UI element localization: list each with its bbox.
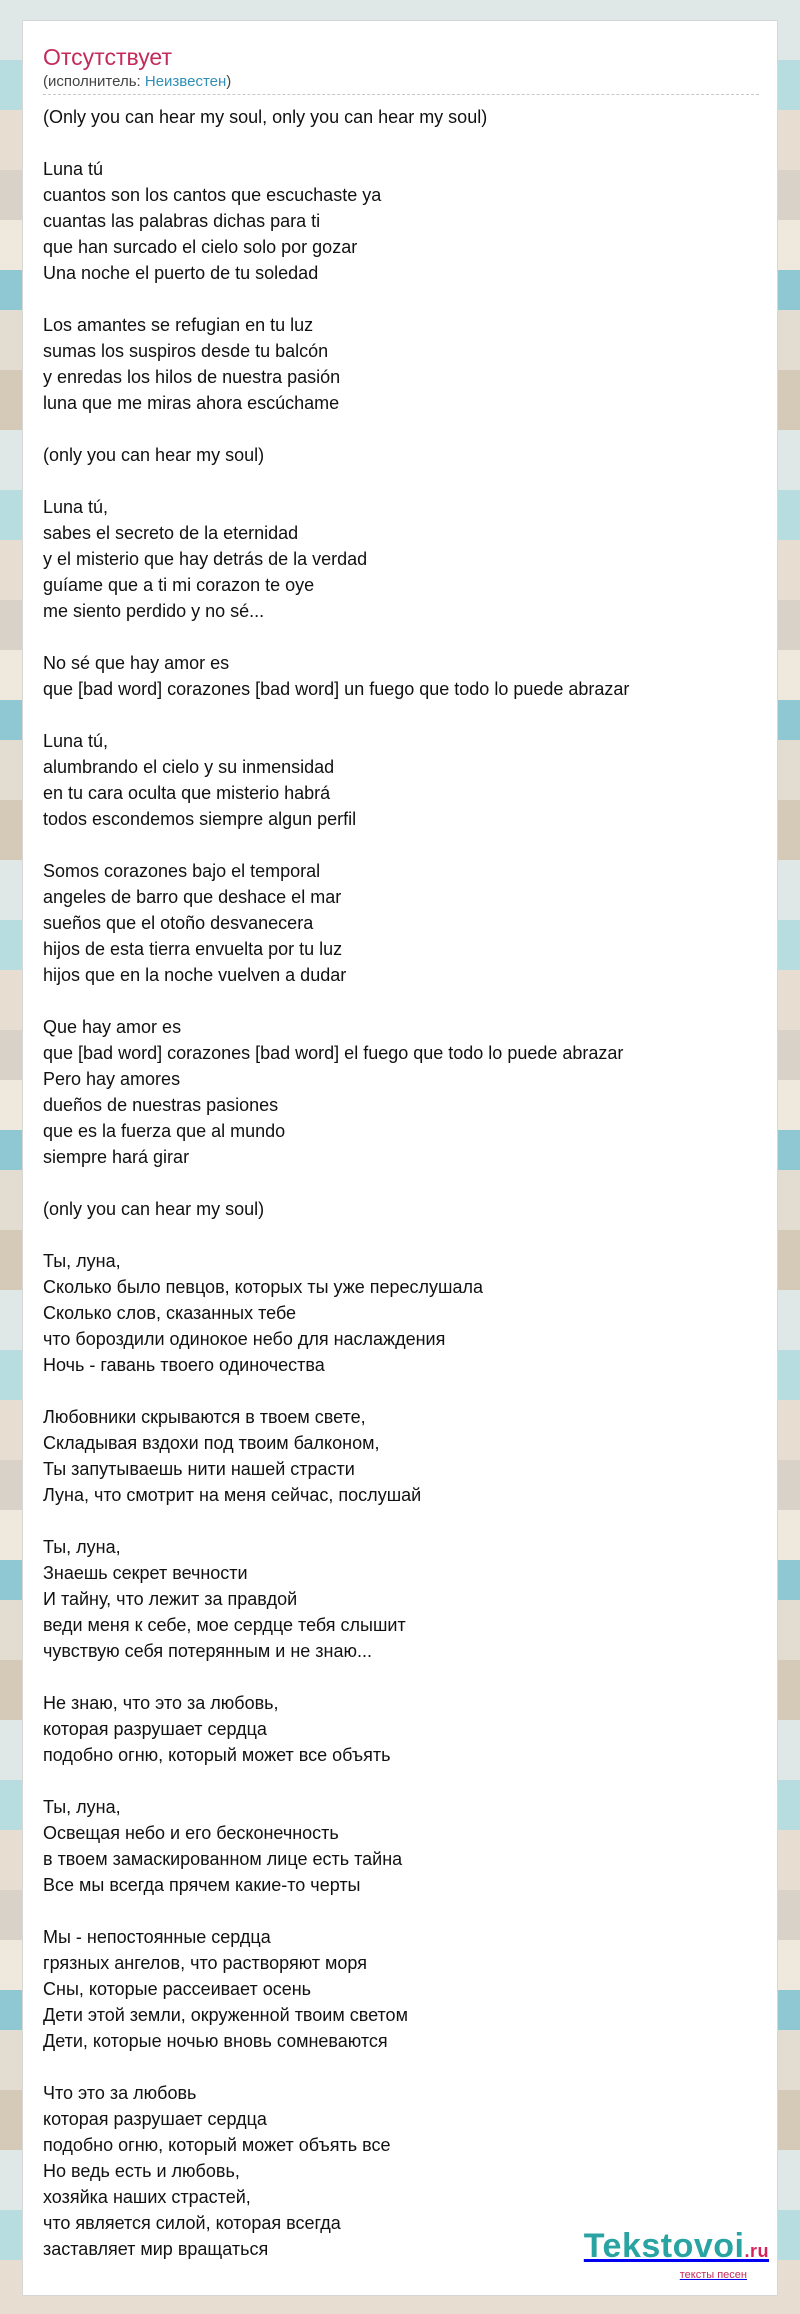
logo-suffix: .ru [744, 2241, 769, 2261]
logo-name: Tekstovoi [583, 2227, 745, 2265]
lyrics-text: (Only you can hear my soul, only you can hear my soul) Luna tú cuantos son los cantos que escuchaste ya cuantas las palabras dichas para ti que han surcado el cielo solo por gozar Una noche el puerto de tu soledad Los amantes se refugian en tu luz sumas los suspiros desde tu balcón y enredas los hilos de nuestra pasión luna que me miras ahora escúchame (only you can hear my soul) Luna tú, sabes el secreto de la eternidad y el misterio que hay detrás de la verdad guíame que a ti mi corazon te oye me siento perdido y no sé... No sé que hay amor es que [bad word] corazones [bad word] un fuego que todo lo puede abrazar Luna tú, alumbrando el cielo y su inmensidad en tu cara oculta que misterio habrá todos escondemos siempre algun perfil Somos corazones bajo el temporal angeles de barro que deshace el mar sueños que el otoño desvanecera hijos de esta tierra envuelta por tu luz hijos que en la noche vuelven a dudar Que hay amor es que [bad word] corazones [bad word] el fuego que todo lo puede abrazar Pero hay amores dueños de nuestras pasiones que es la fuerza que al mundo siempre hará girar (only you can hear my soul) Ты, луна, Сколько было певцов, которых ты уже переслушала Сколько слов, сказанных тебе что бороздили одинокое небо для наслаждения Ночь - гавань твоего одиночества Любовники скрываются в твоем свете, Складывая вздохи под твоим балконом, Ты запутываешь нити нашей страсти Луна, что смотрит на меня сейчас, послушай Ты, луна, Знаешь секрет вечности И тайну, что лежит за правдой веди меня к себе, мое сердце тебя слышит чувствую себя потерянным и не знаю... Не знаю, что это за любовь, которая разрушает сердца подобно огню, который может все объять Ты, луна, Освещая небо и его бесконечность в твоем замаскированном лице есть тайна Все мы всегда прячем какие-то черты Мы - непостоянные сердца грязных ангелов, что растворяют моря Сны, которые рассеивает осень Дети этой земли, окруженной твоим светом Дети, которые ночью вновь сомневаются Что это за любовь которая разрушает сердца подобно огню, который может объять все Но ведь есть и любовь, хозяйка наших страстей, что является силой, которая всегда заставляет мир вращаться [43, 107, 630, 2259]
logo-tagline: тексты песен [679, 2269, 747, 2281]
performer-prefix: (исполнитель: [43, 73, 145, 90]
song-title: Отсутствует [43, 44, 172, 70]
performer-link[interactable]: Неизвестен [144, 73, 227, 90]
site-logo[interactable] [584, 2228, 769, 2281]
performer-line [43, 73, 231, 91]
lyrics-card [22, 20, 778, 2296]
title-divider [43, 94, 759, 95]
performer-suffix: ) [226, 73, 232, 90]
